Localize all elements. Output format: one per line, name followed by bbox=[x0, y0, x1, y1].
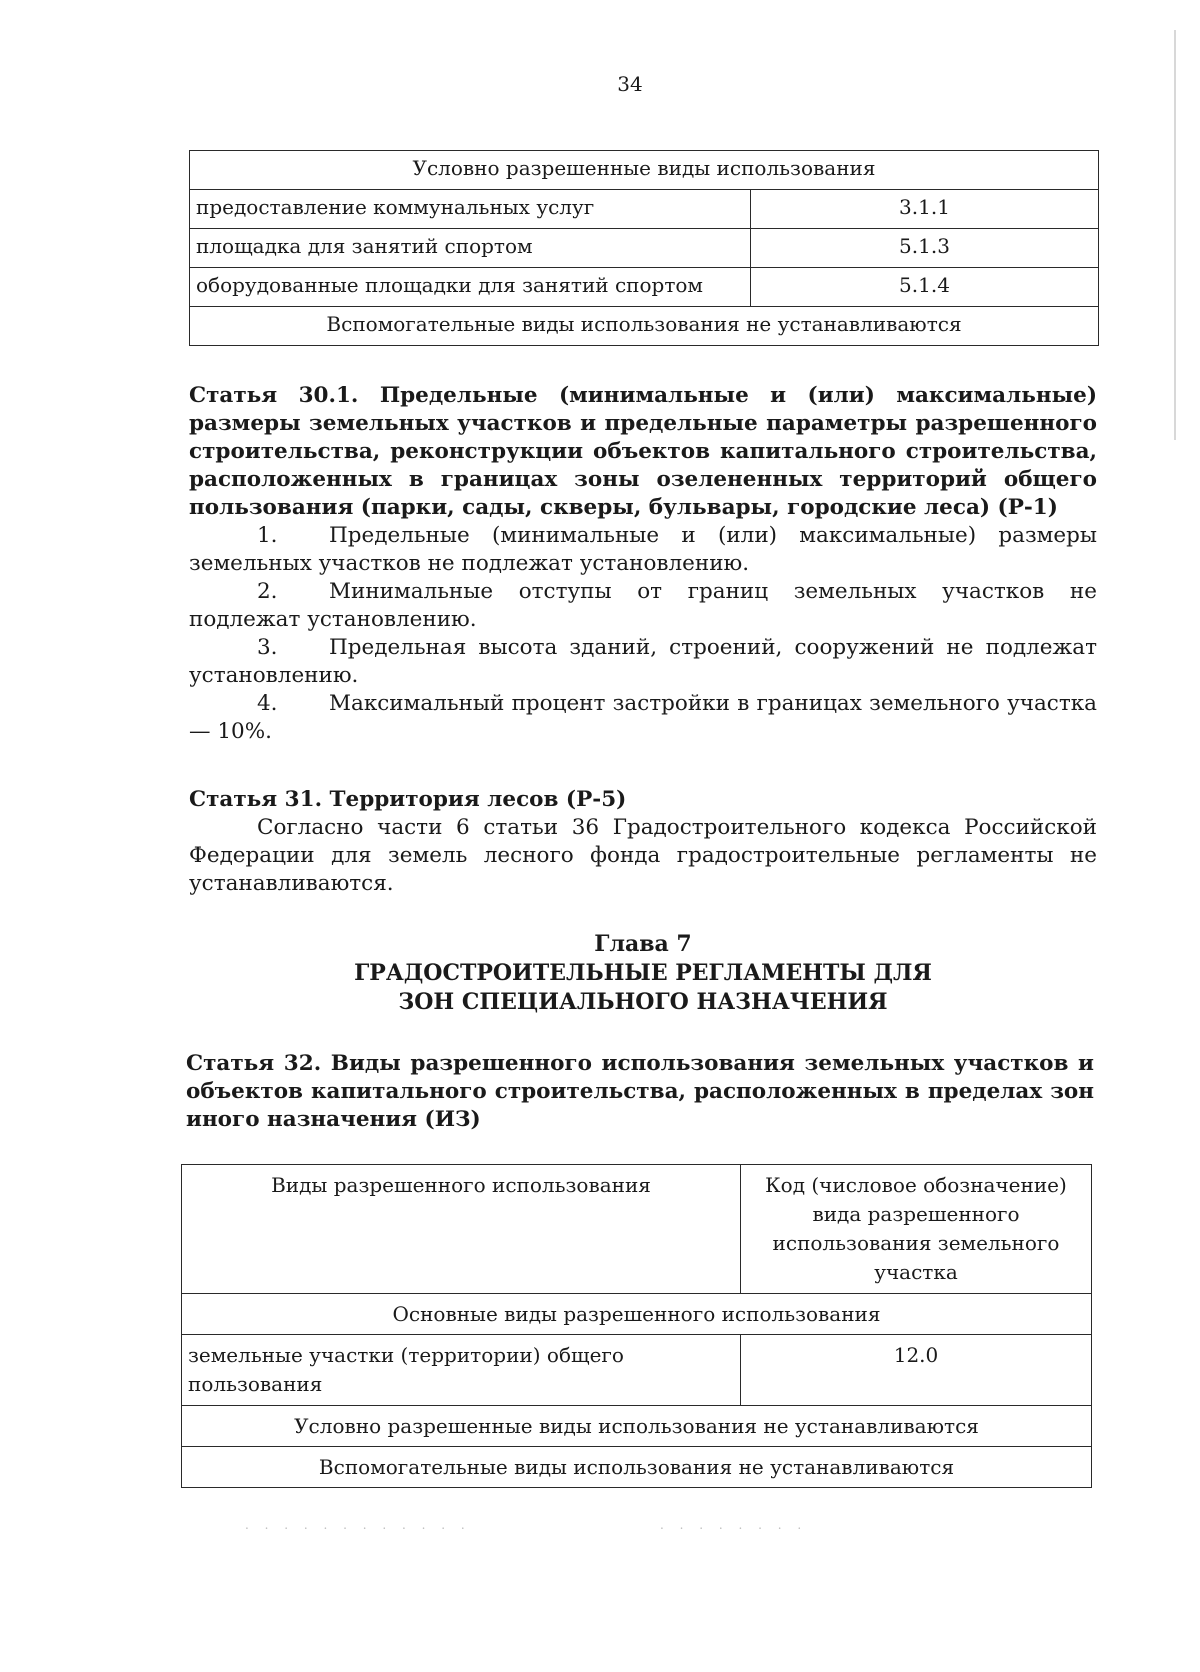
article-32 bbox=[186, 1050, 1094, 1134]
column-header-uses: Виды разрешенного использования bbox=[182, 1165, 741, 1294]
conditional-uses-table bbox=[189, 150, 1099, 346]
special-zone-uses-table bbox=[181, 1164, 1092, 1488]
table-header: Условно разрешенные виды использования bbox=[190, 151, 1099, 190]
article-30-1 bbox=[189, 382, 1097, 746]
list-item bbox=[189, 578, 1097, 634]
use-code: 5.1.4 bbox=[751, 268, 1099, 307]
use-code: 5.1.3 bbox=[751, 229, 1099, 268]
article-heading: Статья 31. Территория лесов (Р-5) bbox=[189, 787, 627, 812]
chapter-title bbox=[189, 930, 1097, 1017]
item-number: 1. bbox=[257, 523, 278, 548]
use-name: площадка для занятий спортом bbox=[190, 229, 751, 268]
table-row bbox=[190, 268, 1099, 307]
page-number: 34 bbox=[617, 72, 643, 96]
column-header-code: Код (числовое обозначение) вида разрешенного использования земельного участка bbox=[741, 1165, 1092, 1294]
use-name: предоставление коммунальных услуг bbox=[190, 190, 751, 229]
list-item bbox=[189, 690, 1097, 746]
chapter-name-line: ГРАДОСТРОИТЕЛЬНЫЕ РЕГЛАМЕНТЫ ДЛЯ bbox=[354, 960, 932, 986]
item-text: Минимальные отступы от границ земельных участков не подлежат установлению. bbox=[189, 579, 1097, 632]
chapter-name-line: ЗОН СПЕЦИАЛЬНОГО НАЗНАЧЕНИЯ bbox=[398, 989, 888, 1015]
item-text: Предельные (минимальные и (или) максимальные) размеры земельных участков не подлежат установлению. bbox=[189, 523, 1097, 576]
list-item bbox=[189, 522, 1097, 578]
use-code: 3.1.1 bbox=[751, 190, 1099, 229]
scan-noise: . . . . . . . . bbox=[660, 1518, 808, 1532]
table-row bbox=[190, 190, 1099, 229]
article-text: Согласно части 6 статьи 36 Градостроительного кодекса Российской Федерации для земель лесного фонда градостроительные регламенты не устанавливаются. bbox=[189, 815, 1097, 896]
article-31 bbox=[189, 786, 1097, 898]
list-item bbox=[189, 634, 1097, 690]
item-number: 4. bbox=[257, 691, 278, 716]
chapter-number: Глава 7 bbox=[594, 931, 692, 957]
use-code: 12.0 bbox=[741, 1335, 1092, 1406]
item-number: 3. bbox=[257, 635, 278, 660]
section-conditional-uses: Условно разрешенные виды использования не устанавливаются bbox=[182, 1406, 1092, 1447]
table-footer: Вспомогательные виды использования не устанавливаются bbox=[190, 307, 1099, 346]
section-main-uses: Основные виды разрешенного использования bbox=[182, 1294, 1092, 1335]
use-name: земельные участки (территории) общего пользования bbox=[182, 1335, 741, 1406]
scan-noise: . . . . . . . . . . . . bbox=[245, 1518, 471, 1532]
item-text: Предельная высота зданий, строений, сооружений не подлежат установлению. bbox=[189, 635, 1097, 688]
article-heading: Статья 32. Виды разрешенного использования земельных участков и объектов капитального строительства, расположенных в пределах зон иного назначения (ИЗ) bbox=[186, 1051, 1094, 1132]
use-name: оборудованные площадки для занятий спортом bbox=[190, 268, 751, 307]
table-row bbox=[190, 229, 1099, 268]
item-text: Максимальный процент застройки в границах земельного участка — 10%. bbox=[189, 691, 1097, 744]
table-row bbox=[182, 1335, 1092, 1406]
article-heading: Статья 30.1. Предельные (минимальные и (или) максимальные) размеры земельных участков и предельные параметры разрешенного строительства, реконструкции объектов капитального строительства, расположенных в границах зоны озелененных территорий общего пользования (парки, сады, скверы, бульвары, городские леса) (Р-1) bbox=[189, 383, 1097, 520]
item-number: 2. bbox=[257, 579, 278, 604]
section-auxiliary-uses: Вспомогательные виды использования не устанавливаются bbox=[182, 1447, 1092, 1488]
